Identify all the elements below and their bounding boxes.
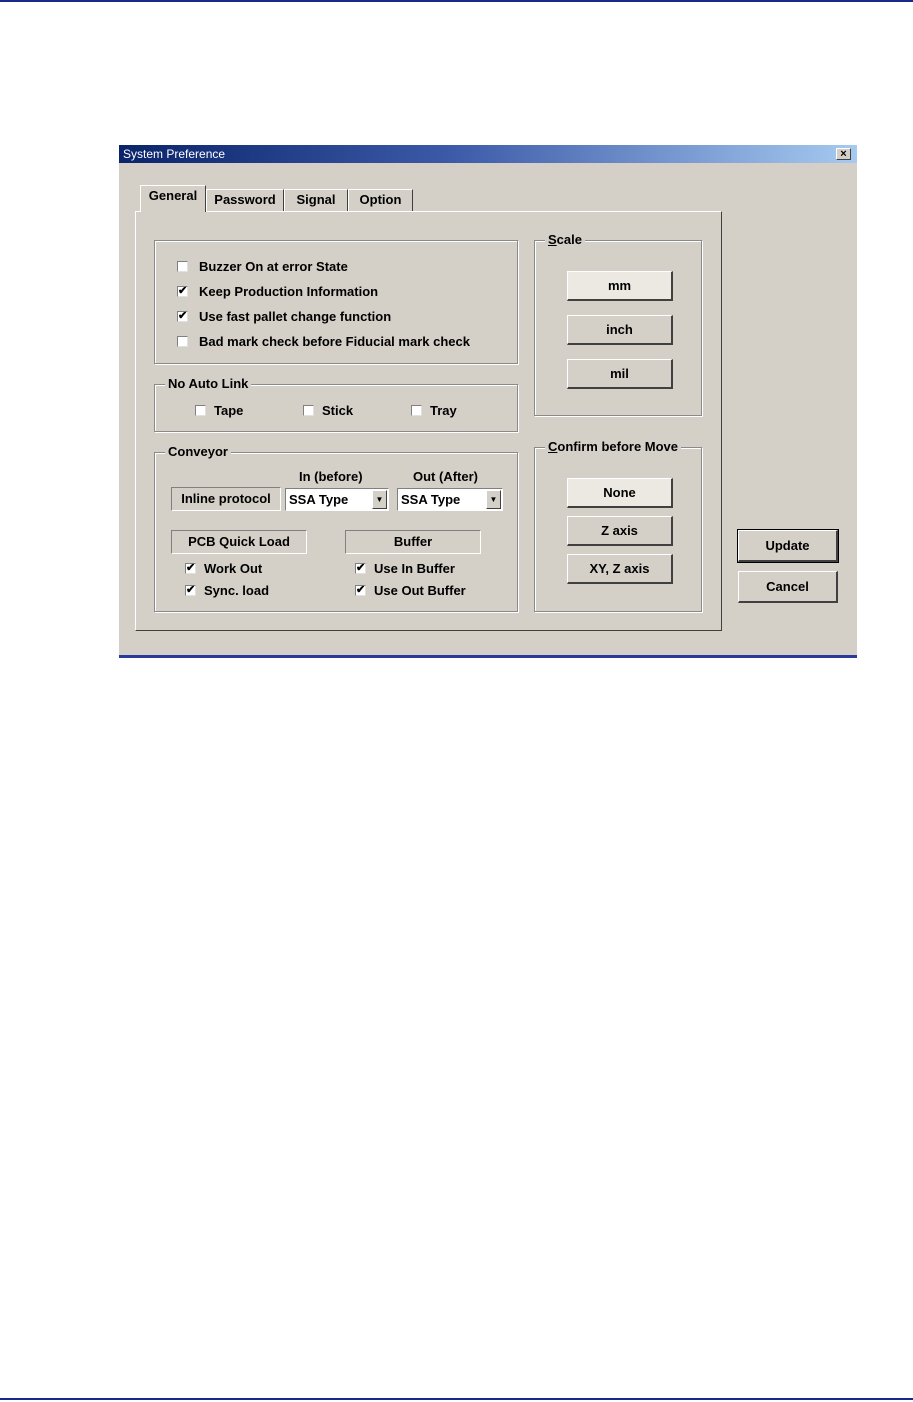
scale-mm-button[interactable]: mm <box>567 271 673 301</box>
checkbox-label: Tape <box>214 402 244 418</box>
checkbox-label: Keep Production Information <box>199 283 379 299</box>
checkbox-label: Use In Buffer <box>374 560 455 576</box>
general-options-group <box>154 240 518 364</box>
out-after-label: Out (After) <box>413 469 478 484</box>
buzzer-option[interactable] <box>177 257 348 275</box>
group-title-rest: cale <box>556 232 582 247</box>
confirm-none-button[interactable]: None <box>567 478 673 508</box>
buffer-label: Buffer <box>345 530 481 554</box>
checkbox[interactable]: ✔ <box>178 284 188 297</box>
tab-password[interactable]: Password <box>206 189 284 211</box>
group-title <box>545 439 681 455</box>
sync-load-option[interactable] <box>185 581 269 599</box>
chevron-down-icon[interactable]: ▼ <box>486 490 501 509</box>
group-title-rest: onfirm before Move <box>557 439 679 454</box>
checkbox[interactable]: ✔ <box>186 561 196 574</box>
confirm-before-move-group <box>534 439 702 612</box>
checkbox[interactable] <box>177 261 188 272</box>
chevron-down-icon[interactable]: ▼ <box>372 490 387 509</box>
general-tab-panel <box>135 211 722 631</box>
close-button[interactable]: × <box>836 148 851 160</box>
checkbox[interactable]: ✔ <box>356 561 366 574</box>
confirm-z-axis-button[interactable]: Z axis <box>567 516 673 546</box>
inline-protocol-label: Inline protocol <box>171 487 281 511</box>
pcb-quick-load-label: PCB Quick Load <box>171 530 307 554</box>
stick-option[interactable] <box>303 401 353 419</box>
checkbox[interactable]: ✔ <box>186 583 196 596</box>
cancel-button[interactable]: Cancel <box>738 571 838 603</box>
use-out-buffer-option[interactable] <box>355 581 466 599</box>
accesskey-letter: S <box>548 232 557 247</box>
checkbox[interactable]: ✔ <box>178 309 188 322</box>
bad-mark-option[interactable] <box>177 332 470 350</box>
conveyor-group <box>154 444 518 612</box>
group-title: No Auto Link <box>165 376 251 392</box>
group-title: Conveyor <box>165 444 231 460</box>
group-title <box>545 232 585 248</box>
system-preference-dialog <box>119 145 857 658</box>
checkbox-label: Sync. load <box>204 582 270 598</box>
tab-option[interactable]: Option <box>348 189 413 211</box>
scale-group <box>534 232 702 416</box>
checkbox-label: Use Out Buffer <box>374 582 466 598</box>
tab-general[interactable]: General <box>140 185 206 212</box>
update-button[interactable]: Update <box>738 530 838 562</box>
tab-signal[interactable]: Signal <box>284 189 348 211</box>
scale-inch-button[interactable]: inch <box>567 315 673 345</box>
select-value: SSA Type <box>289 492 349 507</box>
checkbox[interactable] <box>195 405 206 416</box>
no-auto-link-group <box>154 376 518 432</box>
checkbox[interactable] <box>303 405 314 416</box>
checkbox[interactable] <box>411 405 422 416</box>
select-value: SSA Type <box>401 492 461 507</box>
use-in-buffer-option[interactable] <box>355 559 455 577</box>
confirm-xy-z-axis-button[interactable]: XY, Z axis <box>567 554 673 584</box>
work-out-option[interactable] <box>185 559 262 577</box>
fast-pallet-option[interactable] <box>177 307 391 325</box>
window-title: System Preference <box>123 147 226 161</box>
title-bar[interactable] <box>119 145 857 163</box>
checkbox-label: Buzzer On at error State <box>199 258 348 274</box>
page-bottom-rule <box>0 1398 913 1400</box>
tape-option[interactable] <box>195 401 243 419</box>
out-protocol-select[interactable] <box>397 488 503 511</box>
checkbox[interactable] <box>177 336 188 347</box>
accesskey-letter: C <box>548 439 558 454</box>
page-top-rule <box>0 0 913 2</box>
keep-production-option[interactable] <box>177 282 378 300</box>
checkbox-label: Stick <box>322 402 354 418</box>
scale-mil-button[interactable]: mil <box>567 359 673 389</box>
checkbox-label: Tray <box>430 402 457 418</box>
checkbox[interactable]: ✔ <box>356 583 366 596</box>
checkbox-label: Work Out <box>204 560 263 576</box>
checkbox-label: Use fast pallet change function <box>199 308 392 324</box>
checkbox-label: Bad mark check before Fiducial mark check <box>199 333 470 349</box>
in-before-label: In (before) <box>299 469 363 484</box>
tray-option[interactable] <box>411 401 457 419</box>
in-protocol-select[interactable] <box>285 488 389 511</box>
